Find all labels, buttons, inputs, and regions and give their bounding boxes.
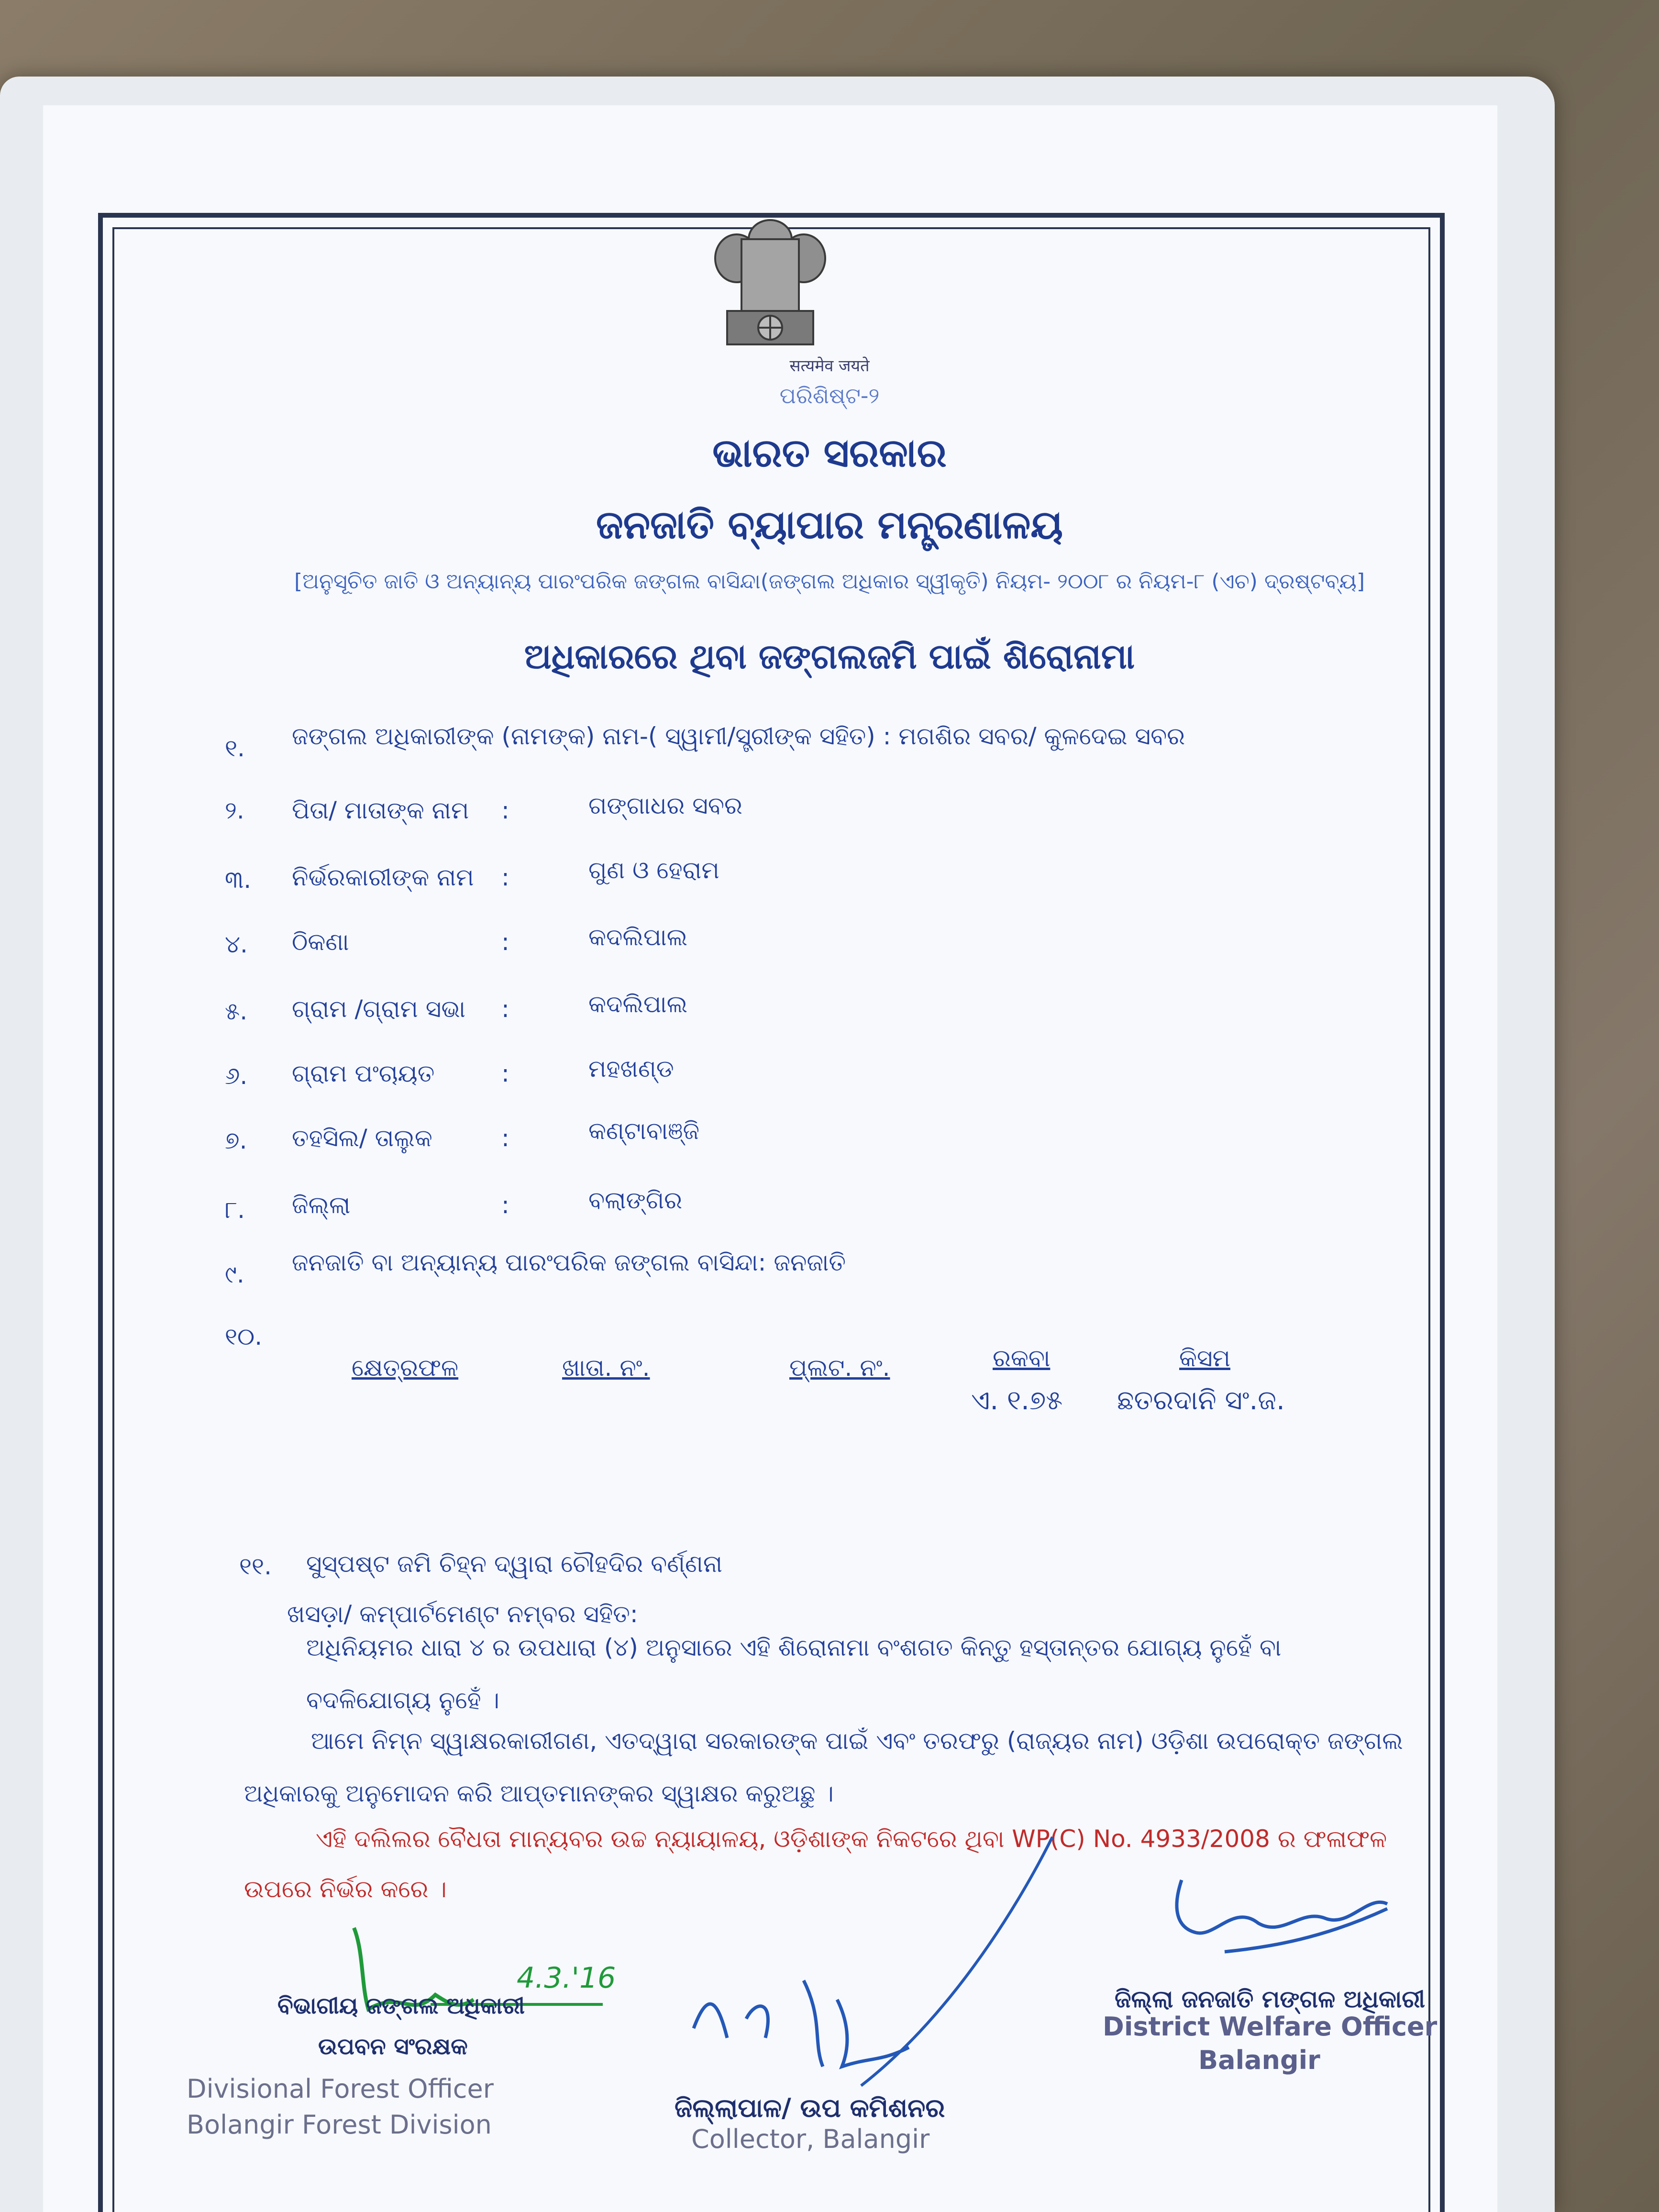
left-stamp-line: Bolangir Forest Division bbox=[187, 2110, 492, 2140]
field-number: ୯. bbox=[225, 1261, 244, 1288]
field-label: ଜନଜାତି ବା ଅନ୍ୟାନ୍ୟ ପାରଂପରିକ ଜଙ୍ଗଲ ବାସିନ୍ଦା: ଜନଜାତି bbox=[292, 1249, 846, 1276]
right-signatory-title: ଜିଲ୍ଲା ଜନଜାତି ମଙ୍ଗଳ ଅଧିକାରୀ bbox=[1115, 1985, 1426, 2013]
column-header-plot: ପ୍ଲଟ. ନଂ. bbox=[789, 1354, 890, 1382]
column-header-kisam: କିସମ bbox=[1179, 1344, 1230, 1372]
field-number: ୬. bbox=[225, 1062, 248, 1090]
clause-line: ଅଧିନିୟମର ଧାରା ୪ ର ଉପଧାରା (୪) ଅନୁସାରେ ଏହି ଶିରୋନାମା ବଂଶଗତ କିନ୍ତୁ ହସ୍ତାନ୍ତର ଯୋଗ୍ୟ ନୁହେଁ ବା bbox=[306, 1634, 1282, 1661]
field-value: କଣ୍ଟାବାଞ୍ଜି bbox=[588, 1117, 700, 1145]
field-value: ଗୁଣ ଓ ହେରାମ bbox=[588, 856, 719, 884]
field-number: ୪. bbox=[225, 930, 248, 958]
field-label: ଜିଲ୍ଲା bbox=[292, 1191, 351, 1219]
field-number: ୭. bbox=[225, 1127, 247, 1154]
field-value: ଗଙ୍ଗାଧର ସବର bbox=[588, 792, 742, 819]
field-number: ୫. bbox=[225, 997, 248, 1025]
national-emblem-icon bbox=[698, 210, 842, 364]
field-number: ୨. bbox=[225, 796, 244, 824]
clause-line: ଆମେ ନିମ୍ନ ସ୍ୱାକ୍ଷରକାରୀଗଣ, ଏତଦ୍ୱାରା ସରକାରଙ୍କ ପାଇଁ ଏବଂ ତରଫରୁ (ରାଜ୍ୟର ନାମ) ଓଡ଼ିଶା ଉପରୋକ୍ତ ଜଙ୍ଗଲ bbox=[311, 1727, 1403, 1755]
rakaba-value: ଏ. ୧.୭୫ bbox=[971, 1385, 1063, 1416]
field-label: ଠିକଣା bbox=[292, 928, 349, 956]
field-label: ପିତା/ ମାତାଙ୍କ ନାମ bbox=[292, 796, 469, 824]
rule-reference: [ଅନୁସୂଚିତ ଜାତି ଓ ଅନ୍ୟାନ୍ୟ ପାରଂପରିକ ଜଙ୍ଗଲ ବାସିନ୍ଦା(ଜଙ୍ଗଲ ଅଧିକାର ସ୍ୱୀକୃତି) ନିୟମ- ୨୦୦୮ ର ନିୟମ-୮ (ଏଚ) ଦ୍ରଷ୍ଟବ୍ୟ] bbox=[294, 569, 1365, 594]
center-signature-icon bbox=[679, 1818, 1086, 2105]
field-value: କଦଲିପାଲ bbox=[588, 923, 688, 951]
right-stamp-line: Balangir bbox=[1198, 2045, 1320, 2075]
field-colon: : bbox=[501, 928, 509, 956]
right-stamp-line: District Welfare Officer bbox=[1103, 2012, 1438, 2042]
column-header-rakaba: ରକବା bbox=[993, 1344, 1051, 1372]
field-number: ୧୦. bbox=[225, 1323, 263, 1350]
center-signatory-title: ଜିଲ୍ଲାପାଳ/ ଉପ କମିଶନର bbox=[675, 2093, 945, 2123]
field-value: ମହଖଣ୍ଡ bbox=[588, 1055, 674, 1083]
left-signatory-subtitle: ଉପବନ ସଂରକ୍ଷକ bbox=[318, 2033, 468, 2060]
court-notice-line: ଉପରେ ନିର୍ଭର କରେ । bbox=[244, 1875, 447, 1903]
field-label: ଗ୍ରାମ /ଗ୍ରାମ ସଭା bbox=[292, 995, 466, 1023]
court-notice-line: ଏହି ଦଲିଲର ବୈଧତା ମାନ୍ୟବର ଉଚ୍ଚ ନ୍ୟାୟାଳୟ, ଓଡ଼ିଶାଙ୍କ ନିକଟରେ ଥିବା WP(C) No. 4933/2008 ର ଫଳାଫଳ bbox=[316, 1825, 1387, 1853]
field-label: ତହସିଲ/ ତାଲୁକ bbox=[292, 1124, 432, 1152]
annex-label: ପରିଶିଷ୍ଟ-୨ bbox=[779, 383, 880, 409]
title-government: ଭାରତ ସରକାର bbox=[712, 431, 947, 476]
clause-number: ୧୧. bbox=[239, 1552, 272, 1580]
clause-line: ଖସଡ଼ା/ କମ୍ପାର୍ଟମେଣ୍ଟ ନମ୍ବର ସହିତ: bbox=[287, 1600, 638, 1628]
field-colon: : bbox=[501, 995, 509, 1023]
field-colon: : bbox=[501, 796, 509, 824]
field-value: ବଲାଙ୍ଗିର bbox=[588, 1186, 683, 1214]
field-colon: : bbox=[501, 863, 509, 891]
left-stamp-line: Divisional Forest Officer bbox=[187, 2074, 494, 2104]
clause-line: ଅଧିକାରକୁ ଅନୁମୋଦନ କରି ଆପ୍ତମାନଙ୍କର ସ୍ୱାକ୍ଷର କରୁଅଛୁ । bbox=[244, 1780, 834, 1807]
field-colon: : bbox=[501, 1191, 509, 1219]
emblem-motto: सत्यमेव जयते bbox=[789, 356, 870, 376]
field-number: ୮. bbox=[225, 1196, 245, 1224]
center-stamp-line: Collector, Balangir bbox=[691, 2124, 930, 2154]
field-value: କଦଲିପାଲ bbox=[588, 990, 688, 1018]
field-number: ୧. bbox=[225, 734, 245, 762]
right-signature-icon bbox=[1167, 1866, 1416, 1980]
clause-line: ସୁସ୍ପଷ୍ଟ ଜମି ଚିହ୍ନ ଦ୍ୱାରା ଚୌହଦିର ବର୍ଣ୍ଣନା bbox=[306, 1550, 723, 1578]
field-label: ନିର୍ଭରକାରୀଙ୍କ ନାମ bbox=[292, 863, 474, 891]
column-header-khata: ଖାତା. ନଂ. bbox=[562, 1354, 650, 1382]
column-header-area: କ୍ଷେତ୍ରଫଳ bbox=[352, 1354, 459, 1382]
left-signatory-title: ବିଭାଗୀୟ ଜଙ୍ଗଲ ଅଧିକାରୀ bbox=[277, 1992, 525, 2019]
document-title: ଅଧିକାରରେ ଥିବା ଜଙ୍ଗଲଜମି ପାଇଁ ଶିରୋନାମା bbox=[524, 636, 1135, 676]
field-label: ଗ୍ରାମ ପଂଚାୟତ bbox=[292, 1060, 435, 1087]
kisam-value: ଛତରଦାନି ସଂ.ଜ. bbox=[1117, 1385, 1285, 1416]
title-ministry: ଜନଜାତି ବ୍ୟାପାର ମନ୍ତ୍ରଣାଳୟ bbox=[596, 502, 1063, 548]
clause-line: ବଦଳିଯୋଗ୍ୟ ନୁହେଁ । bbox=[306, 1686, 500, 1714]
field-colon: : bbox=[501, 1124, 509, 1152]
field-label: ଜଙ୍ଗଲ ଅଧିକାରୀଙ୍କ (ନାମଙ୍କ) ନାମ-( ସ୍ୱାମୀ/ସ୍ତ୍ରୀଙ୍କ ସହିତ) : ମଗଶିର ସବର/ କୁଳଦେଇ ସବର bbox=[292, 722, 1185, 750]
field-colon: : bbox=[501, 1060, 509, 1087]
field-number: ୩. bbox=[225, 866, 252, 894]
left-signature-date: 4.3.'16 bbox=[517, 1961, 616, 1995]
